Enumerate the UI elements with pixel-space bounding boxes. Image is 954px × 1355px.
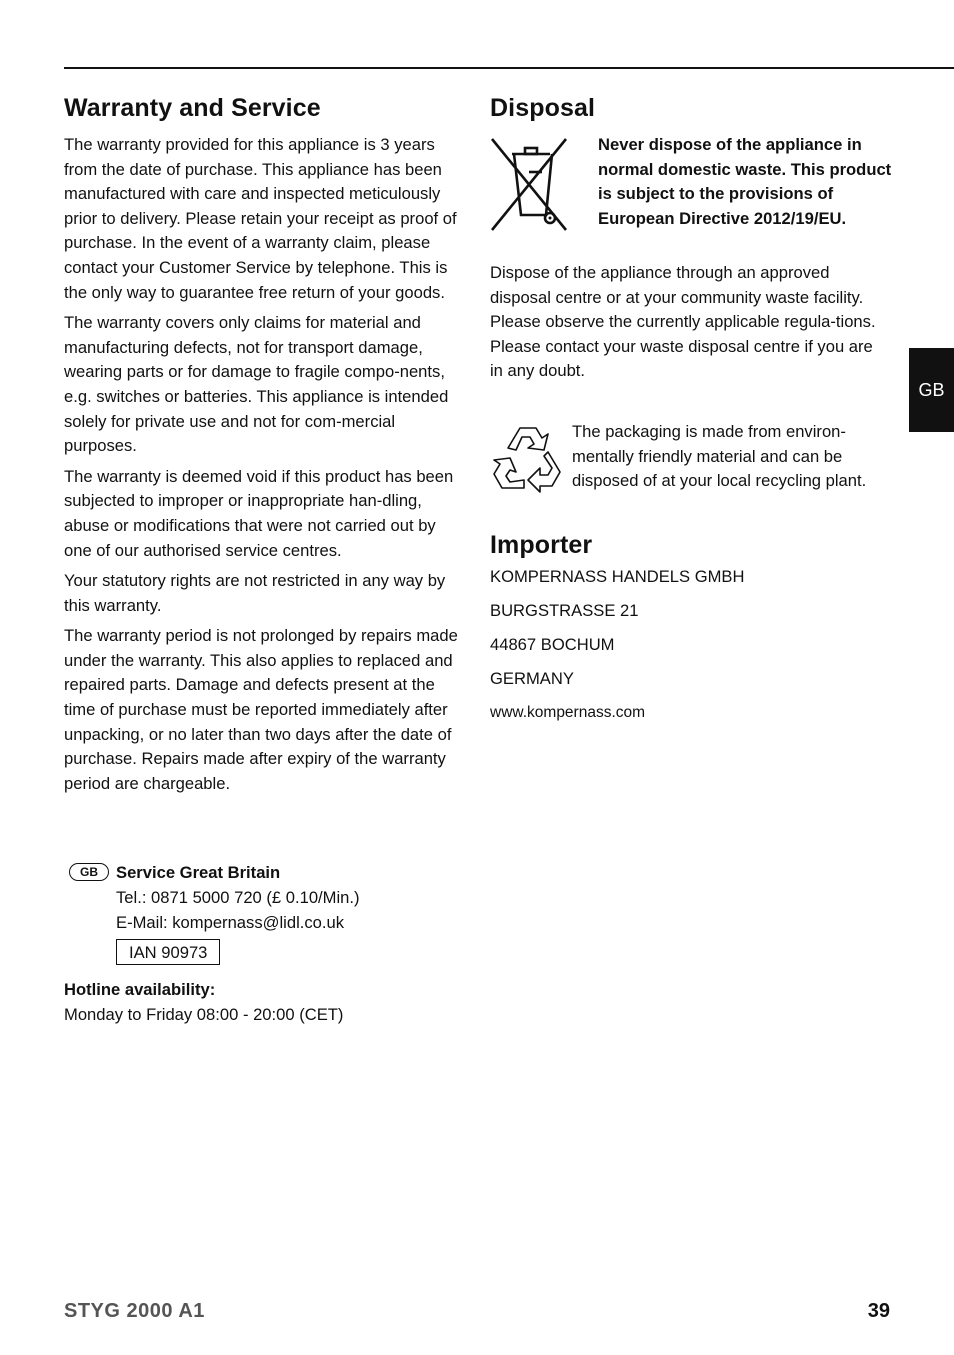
importer-country: GERMANY [490,668,574,688]
service-title: Service Great Britain [116,863,281,882]
importer-website: www.kompernass.com [490,703,646,721]
packaging-text: The packaging is made from environ-mentally friendly material and can be disposed of at your local recycling plant. [572,421,867,491]
ian-box: IAN 90973 [116,939,220,965]
top-rule [64,67,954,69]
disposal-warning-row [490,133,890,255]
hotline-hours: Monday to Friday 08:00 - 20:00 (CET) [64,1005,344,1024]
warranty-paragraph-3: The warranty is deemed void if this product has been subjected to improper or inappropriate han-dling, abuse or modifications that were not carried out by one of our authorised service centres. [64,466,454,560]
warranty-paragraph-2: The warranty covers only claims for material and manufacturing defects, not for transport damage, wearing parts or for damage to fragile compo-nents, e.g. switches or batteries. This appliance is intended solely for private use and not for com-mercial purposes. [64,313,449,456]
importer-city: 44867 BOCHUM [490,634,615,654]
warranty-paragraph-5: The warranty period is not prolonged by repairs made under the warranty. This also applies to replaced and repaired parts. Damage and defects present at the time of purchase must be reported immediately after unpacking, or no later than two days after the date of purchase. Repairs made after expiry of the warranty period are chargeable. [64,626,458,793]
disposal-section [490,92,890,723]
disposal-heading: Disposal [490,94,595,122]
recycle-icon [490,422,566,494]
service-telephone: Tel.: 0871 5000 720 (£ 0.10/Min.) [116,888,360,907]
disposal-warning: Never dispose of the appliance in normal domestic waste. This product is subject to the provisions of European Directive 2012/19/EU. [598,135,892,228]
language-tab-gb: GB [909,348,954,432]
importer-company: KOMPERNASS HANDELS GMBH [490,566,745,586]
warranty-section [64,92,464,802]
packaging-row [490,420,890,505]
warranty-paragraph-4: Your statutory rights are not restricted in any way by this warranty. [64,571,446,615]
footer-page-number: 39 [867,1300,890,1322]
service-block [64,860,484,965]
disposal-paragraph: Dispose of the appliance through an approved disposal centre or at your community waste facility. Please observe the currently applicable regula-tions. Please contact your waste disposal centre if you are in any doubt. [490,263,876,381]
service-email: E-Mail: kompernass@lidl.co.uk [116,913,345,932]
hotline-block [64,977,484,1027]
importer-heading: Importer [490,530,593,559]
footer-model: STYG 2000 A1 [64,1300,205,1322]
importer-street: BURGSTRASSE 21 [490,600,639,620]
warranty-paragraph-1: The warranty provided for this appliance is 3 years from the date of purchase. This appliance has been manufactured with care and inspected meticulously prior to delivery. Please retain your receipt as proof of purchase. In the event of a warranty claim, please contact your Customer Service by telephone. This is the only way to guarantee free return of your goods. [64,135,457,302]
hotline-title: Hotline availability: [64,980,216,999]
crossed-bin-icon [490,137,568,232]
gb-badge: GB [69,863,109,881]
warranty-heading: Warranty and Service [64,94,321,122]
